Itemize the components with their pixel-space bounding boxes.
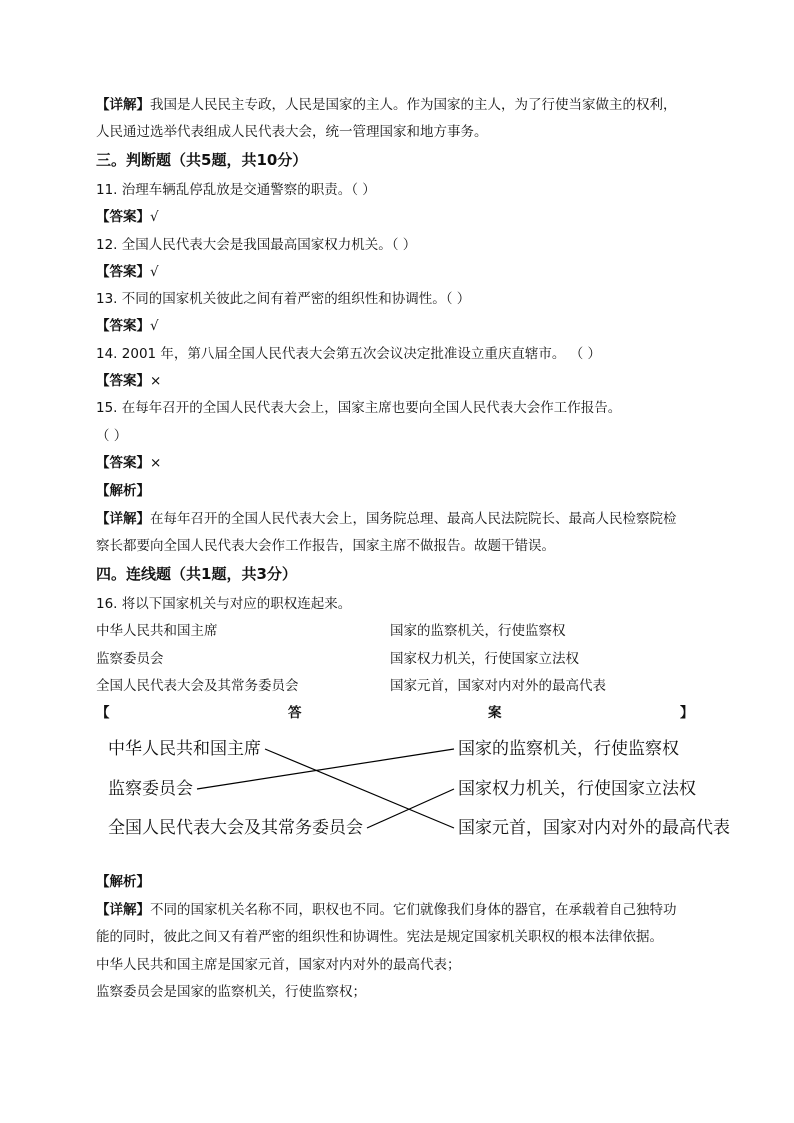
question-14: 14. 2001 年，第八届全国人民代表大会第五次会议决定批准设立重庆直辖市。 （ ）	[96, 346, 601, 362]
answer-value: √	[150, 209, 159, 225]
answer-value: √	[150, 264, 159, 280]
detail-text: 不同的国家机关名称不同，职权也不同。它们就像我们身体的器官，在承载着自己独特功	[150, 902, 677, 918]
q16-left-item: 全国人民代表大会及其常务委员会	[96, 678, 299, 694]
answer-bracket-open: 【	[96, 705, 110, 721]
answer-14	[96, 371, 161, 391]
detail-text: 在每年召开的全国人民代表大会上，国务院总理、最高人民法院院长、最高人民检察院检	[150, 511, 677, 527]
analysis-16-line2: 能的同时，彼此之间又有着严密的组织性和协调性。宪法是规定国家机关职权的根本法律依据。	[96, 929, 663, 945]
diagram-right-item: 国家权力机关，行使国家立法权	[458, 779, 696, 799]
diagram-right-item: 国家元首，国家对内对外的最高代表	[458, 818, 730, 838]
analysis-16-line1	[96, 900, 677, 920]
question-16: 16. 将以下国家机关与对应的职权连起来。	[96, 596, 352, 612]
analysis-15-line2: 察长都要向全国人民代表大会作工作报告，国家主席不做报告。故题干错误。	[96, 538, 555, 554]
question-15: 15. 在每年召开的全国人民代表大会上，国家主席也要向全国人民代表大会作工作报告。	[96, 400, 622, 416]
answer-value: √	[150, 318, 159, 334]
diagram-left-item: 中华人民共和国主席	[108, 739, 261, 759]
question-15-blank: （ ）	[96, 428, 128, 444]
answer-bar	[96, 703, 692, 723]
answer-12	[96, 262, 159, 282]
answer-tag: 【答案】	[96, 264, 150, 280]
question-12: 12. 全国人民代表大会是我国最高国家权力机关。（ ）	[96, 237, 417, 253]
answer-tag: 【答案】	[96, 209, 150, 225]
answer-bracket-close: 】	[680, 705, 694, 721]
detail-text: 我国是人民民主专政，人民是国家的主人。作为国家的主人，为了行使当家做主的权利，	[150, 97, 677, 113]
detail-intro-line1	[96, 95, 677, 115]
analysis-16-line3: 中华人民共和国主席是国家元首，国家对内对外的最高代表；	[96, 957, 461, 973]
detail-tag: 【详解】	[96, 902, 150, 918]
connector-line	[265, 749, 454, 828]
matching-diagram	[96, 728, 756, 848]
connector-line	[197, 749, 454, 789]
answer-15	[96, 453, 161, 473]
detail-tag: 【详解】	[96, 97, 150, 113]
answer-13	[96, 316, 159, 336]
diagram-right-item: 国家的监察机关，行使监察权	[458, 739, 679, 759]
section-3-title: 三。判断题（共5题，共10分）	[96, 151, 308, 169]
q16-left-item: 中华人民共和国主席	[96, 623, 218, 639]
answer-char-1: 答	[288, 705, 302, 721]
diagram-left-item: 全国人民代表大会及其常务委员会	[108, 818, 363, 838]
q16-right-item: 国家权力机关，行使国家立法权	[390, 651, 579, 667]
analysis-16-line4: 监察委员会是国家的监察机关，行使监察权；	[96, 984, 366, 1000]
diagram-left-item: 监察委员会	[108, 779, 193, 799]
answer-tag: 【答案】	[96, 318, 150, 334]
q16-left-item: 监察委员会	[96, 651, 164, 667]
answer-tag: 【答案】	[96, 373, 150, 389]
answer-value: ×	[150, 455, 162, 471]
answer-value: ×	[150, 373, 162, 389]
section-4-title: 四。连线题（共1题，共3分）	[96, 565, 297, 583]
question-11: 11. 治理车辆乱停乱放是交通警察的职责。（ ）	[96, 182, 376, 198]
analysis-16-heading: 【解析】	[96, 874, 150, 890]
detail-intro-line2: 人民通过选举代表组成人民代表大会，统一管理国家和地方事务。	[96, 124, 488, 140]
analysis-15-heading: 【解析】	[96, 483, 150, 499]
detail-tag: 【详解】	[96, 511, 150, 527]
answer-tag: 【答案】	[96, 455, 150, 471]
answer-11	[96, 207, 159, 227]
answer-char-2: 案	[488, 705, 502, 721]
q16-right-item: 国家的监察机关，行使监察权	[390, 623, 566, 639]
question-13: 13. 不同的国家机关彼此之间有着严密的组织性和协调性。（ ）	[96, 291, 471, 307]
analysis-15-line1	[96, 509, 677, 529]
connector-lines	[96, 728, 756, 848]
q16-right-item: 国家元首，国家对内对外的最高代表	[390, 678, 606, 694]
